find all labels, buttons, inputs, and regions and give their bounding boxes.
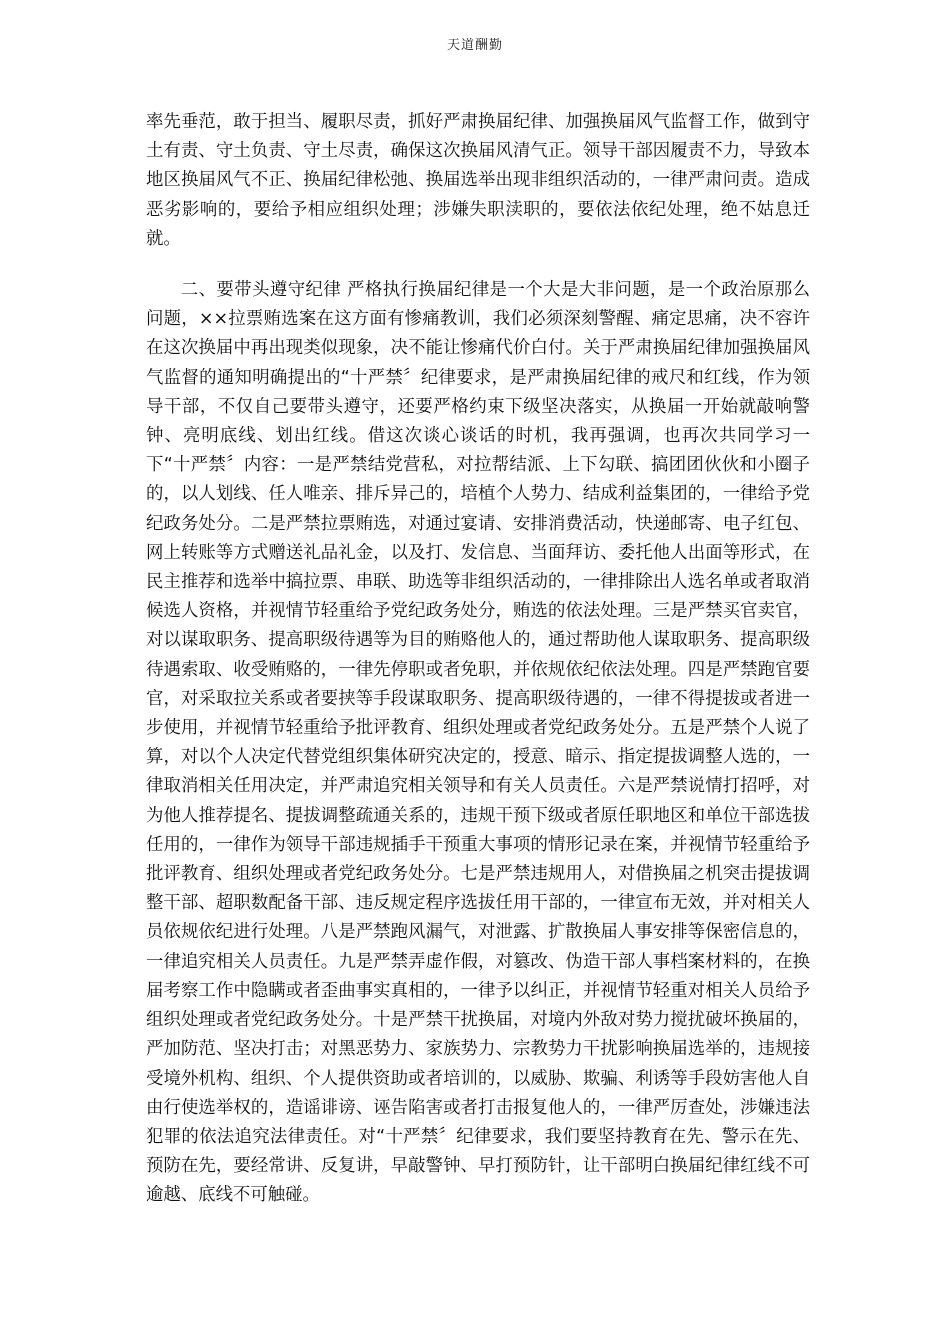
paragraph-section-two: 二、要带头遵守纪律 严格执行换届纪律是一个大是大非问题，是一个政治原那么问题，××拉票贿选案在这方面有惨痛教训，我们必须深刻警醒、痛定思痛，决不容许在这次换届中再出现类似现象，决不能让惨痛代价白付。关于严肃换届纪律加强换届风气监督的通知明确提出的“十严禁〞纪律要求，是严肃换届纪律的戒尺和红线，作为领导干部，不仅自己要带头遵守，还要严格约束下级坚决落实，从换届一开始就敲响警钟、亮明底线、划出红线。借这次谈心谈话的时机，我再强调，也再次共同学习一下“十严禁〞内容：一是严禁结党营私，对拉帮结派、上下勾联、搞团团伙伙和小圈子的，以人划线、任人唯亲、排斥异己的，培植个人势力、结成利益集团的，一律给予党纪政务处分。二是严禁拉票贿选，对通过宴请、安排消费活动，快递邮寄、电子红包、网上转账等方式赠送礼品礼金，以及打、发信息、当面拜访、委托他人出面等形式，在民主推荐和选举中搞拉票、串联、助选等非组织活动的，一律排除出人选名单或者取消候选人资格，并视情节轻重给予党纪政务处分，贿选的依法处理。三是严禁买官卖官，对以谋取职务、提高职级待遇等为目的贿赂他人的，通过帮助他人谋取职务、提高职级待遇索取、收受贿赂的，一律先停职或者免职，并依规依纪依法处理。四是严禁跑官要官，对采取拉关系或者要挟等手段谋取职务、提高职级待遇的，一律不得提拔或者进一步使用，并视情节轻重给予批评教育、组织处理或者党纪政务处分。五是严禁个人说了算，对以个人决定代替党组织集体研究决定的，授意、暗示、指定提拔调整人选的，一律取消相关任用决定，并严肃追究相关领导和有关人员责任。六是严禁说情打招呼，对为他人推荐提名、提拔调整疏通关系的，违规干预下级或者原任职地区和单位干部选拔任用的，一律作为领导干部违规插手干预重大事项的情形记录在案，并视情节轻重给予批评教育、组织处理或者党纪政务处分。七是严禁违规用人，对借换届之机突击提拔调整干部、超职数配备干部、违反规定程序选拔任用干部的，一律宣布无效，并对相关人员依规依纪进行处理。八是严禁跑风漏气，对泄露、扩散换届人事安排等保密信息的，一律追究相关人员责任。九是严禁弄虚作假，对篡改、伪造干部人事档案材料的，在换届考察工作中隐瞒或者歪曲事实真相的，一律予以纠正，并视情节轻重对相关人员给予组织处理或者党纪政务处分。十是严禁干扰换届，对境内外敌对势力搅扰破坏换届的，严加防范、坚决打击；对黑恶势力、家族势力、宗教势力干扰影响换届选举的，违规接受境外机构、组织、个人提供资助或者培训的，以威胁、欺骗、利诱等手段妨害他人自由行使选举权的，造谣诽谤、诬告陷害或者打击报复他人的，一律严厉查处，涉嫌违法犯罪的依法追究法律责任。对“十严禁〞纪律要求，我们要坚持教育在先、警示在先、预防在先，要经常讲、反复讲，早敲警钟、早打预防针，让干部明白换届纪律红线不可逾越、底线不可触碰。 — [146, 280, 810, 1206]
page-header: 天道酬勤 — [446, 38, 503, 53]
document-body — [146, 108, 810, 1211]
paragraph-continued: 率先垂范，敢于担当、履职尽责，抓好严肃换届纪律、加强换届风气监督工作，做到守土有责、守土负责、守土尽责，确保这次换届风清气正。领导干部因履责不力，导致本地区换届风气不正、换届纪律松弛、换届选举出现非组织活动的，一律严肃问责。造成恶劣影响的，要给予相应组织处理；涉嫌失职渎职的，要依法依纪处理，绝不姑息迁就。 — [146, 112, 810, 249]
